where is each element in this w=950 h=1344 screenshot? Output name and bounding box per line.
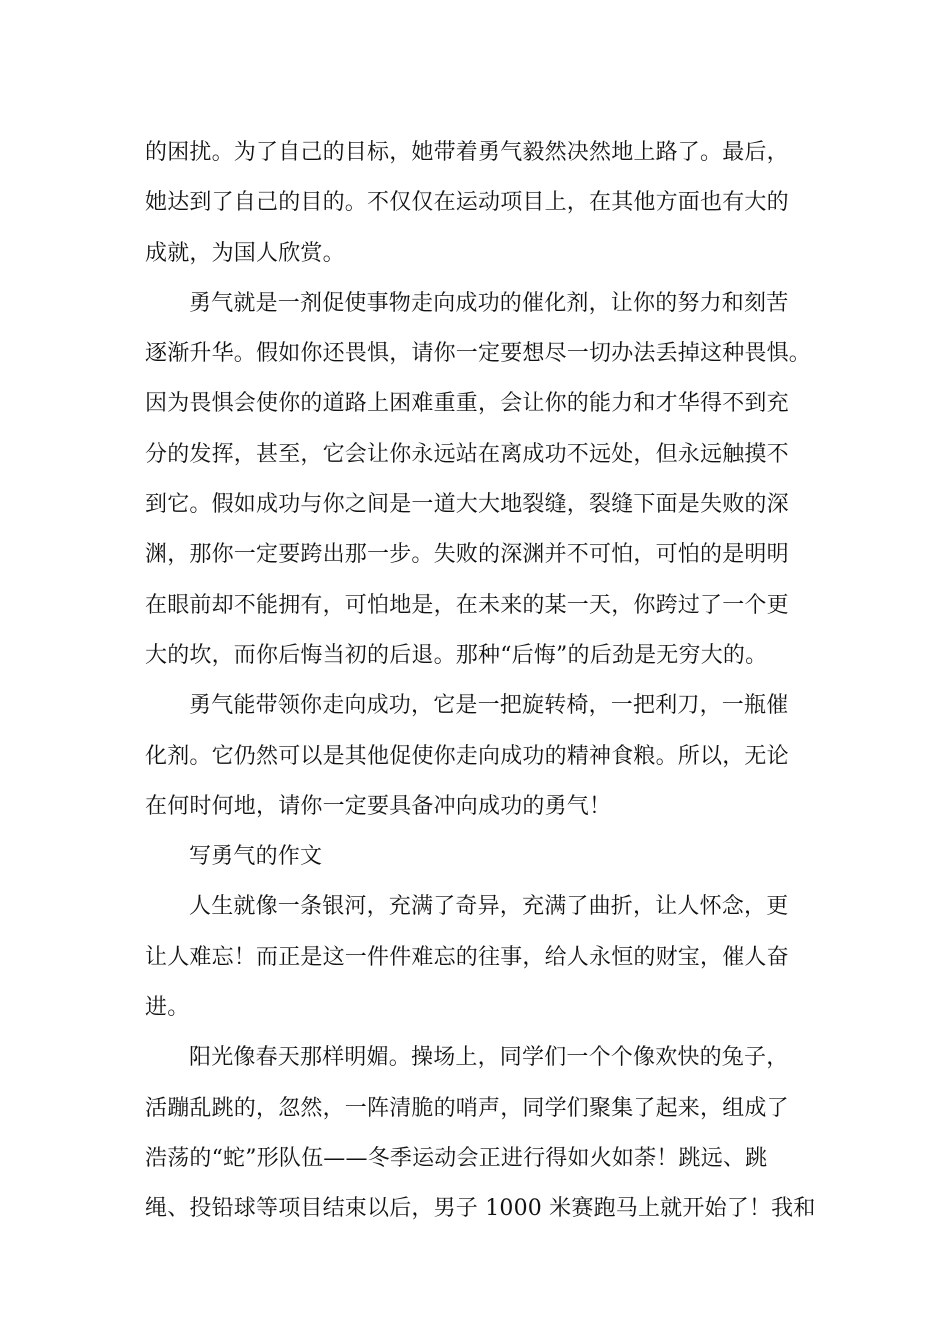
text-line: 分的发挥，甚至，它会让你永远站在离成功不远处，但永远触摸不 [145,441,789,467]
text-line: 成就，为国人欣赏。 [145,240,345,266]
text-line: 的困扰。为了自己的目标，她带着勇气毅然决然地上路了。最后， [145,140,789,165]
paragraph-first-line: 人生就像一条银河，充满了奇异，充满了曲折，让人怀念，更 [189,894,789,920]
text-line: 渊，那你一定要跨出那一步。失败的深渊并不可怕，可怕的是明明 [145,542,789,568]
text-line: 活蹦乱跳的，忽然，一阵清脆的哨声，同学们聚集了起来，组成了 [145,1095,789,1121]
text-line: 绳、投铅球等项目结束以后，男子 1000 米赛跑马上就开始了！我和 [145,1196,816,1222]
text-line: 进。 [145,995,190,1021]
body-text [145,128,845,1235]
paragraph-first-line: 勇气就是一剂促使事物走向成功的催化剂，让你的努力和刻苦 [189,290,789,316]
paragraph-first-line: 勇气能带领你走向成功，它是一把旋转椅，一把利刀，一瓶催 [189,693,789,719]
text-line: 浩荡的“蛇”形队伍——冬季运动会正进行得如火如荼！跳远、跳 [145,1145,768,1171]
text-line: 因为畏惧会使你的道路上困难重重，会让你的能力和才华得不到充 [145,391,789,417]
text-line: 让人难忘！而正是这一件件难忘的往事，给人永恒的财宝，催人奋 [145,944,789,970]
text-line: 大的坎，而你后悔当初的后退。那种“后悔”的后劲是无穷大的。 [145,642,768,668]
text-line: 逐渐升华。假如你还畏惧，请你一定要想尽一切办法丢掉这种畏惧。 [145,341,812,367]
paragraph-first-line: 写勇气的作文 [189,844,323,870]
text-line: 在何时何地，请你一定要具备冲向成功的勇气！ [145,793,612,819]
text-line: 化剂。它仍然可以是其他促使你走向成功的精神食粮。所以，无论 [145,743,789,769]
text-line: 在眼前却不能拥有，可怕地是，在未来的某一天，你跨过了一个更 [145,592,789,618]
text-line: 她达到了自己的目的。不仅仅在运动项目上，在其他方面也有大的 [145,190,789,216]
text-line: 到它。假如成功与你之间是一道大大地裂缝，裂缝下面是失败的深 [145,492,789,518]
paragraph-first-line: 阳光像春天那样明媚。操场上，同学们一个个像欢快的兔子， [189,1045,789,1071]
